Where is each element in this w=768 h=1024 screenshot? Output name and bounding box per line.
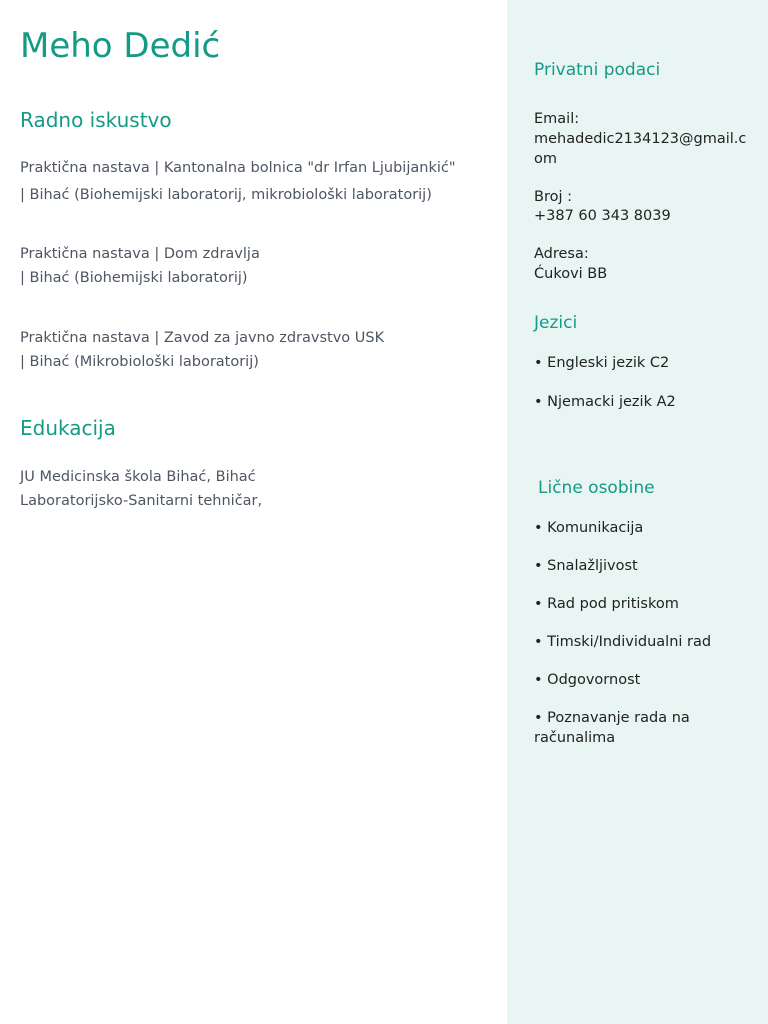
education-heading: Edukacija	[20, 416, 116, 440]
trait-item: • Timski/Individualni rad	[534, 634, 712, 650]
education-qualification: Laboratorijsko-Sanitarni tehničar,	[20, 493, 263, 509]
person-name: Meho Dedić	[20, 26, 221, 66]
work-entry-2-line1: Praktična nastava | Dom zdravlja	[20, 246, 260, 262]
personal-traits-heading: Lične osobine	[538, 478, 655, 498]
phone-label: Broj :	[534, 189, 572, 205]
work-entry-3-line2: | Bihać (Mikrobiološki laboratorij)	[20, 354, 259, 370]
work-entry-1-line1: Praktična nastava | Kantonalna bolnica "dr Irfan Ljubijankić"	[20, 160, 456, 176]
education-school: JU Medicinska škola Bihać, Bihać	[20, 469, 256, 485]
language-item: • Engleski jezik C2	[534, 355, 670, 371]
phone-value: +387 60 343 8039	[534, 208, 671, 224]
trait-item-line1: • Poznavanje rada na	[534, 710, 690, 726]
work-experience-heading: Radno iskustvo	[20, 108, 172, 132]
trait-item: • Komunikacija	[534, 520, 644, 536]
trait-item: • Odgovornost	[534, 672, 641, 688]
trait-item-line2: računalima	[534, 730, 616, 746]
trait-item: • Snalažljivost	[534, 558, 638, 574]
languages-heading: Jezici	[534, 313, 578, 333]
work-entry-2-line2: | Bihać (Biohemijski laboratorij)	[20, 270, 248, 286]
private-data-heading: Privatni podaci	[534, 60, 661, 80]
email-value-line2: om	[534, 151, 557, 167]
work-entry-3-line1: Praktična nastava | Zavod za javno zdravstvo USK	[20, 330, 385, 346]
email-value-line1: mehadedic2134123@gmail.c	[534, 131, 747, 147]
address-label: Adresa:	[534, 246, 589, 262]
trait-item: • Rad pod pritiskom	[534, 596, 679, 612]
address-value: Ćukovi BB	[534, 266, 608, 282]
work-entry-1-line2: | Bihać (Biohemijski laboratorij, mikrobiološki laboratorij)	[20, 187, 432, 203]
email-label: Email:	[534, 111, 580, 127]
language-item: • Njemacki jezik A2	[534, 394, 676, 410]
